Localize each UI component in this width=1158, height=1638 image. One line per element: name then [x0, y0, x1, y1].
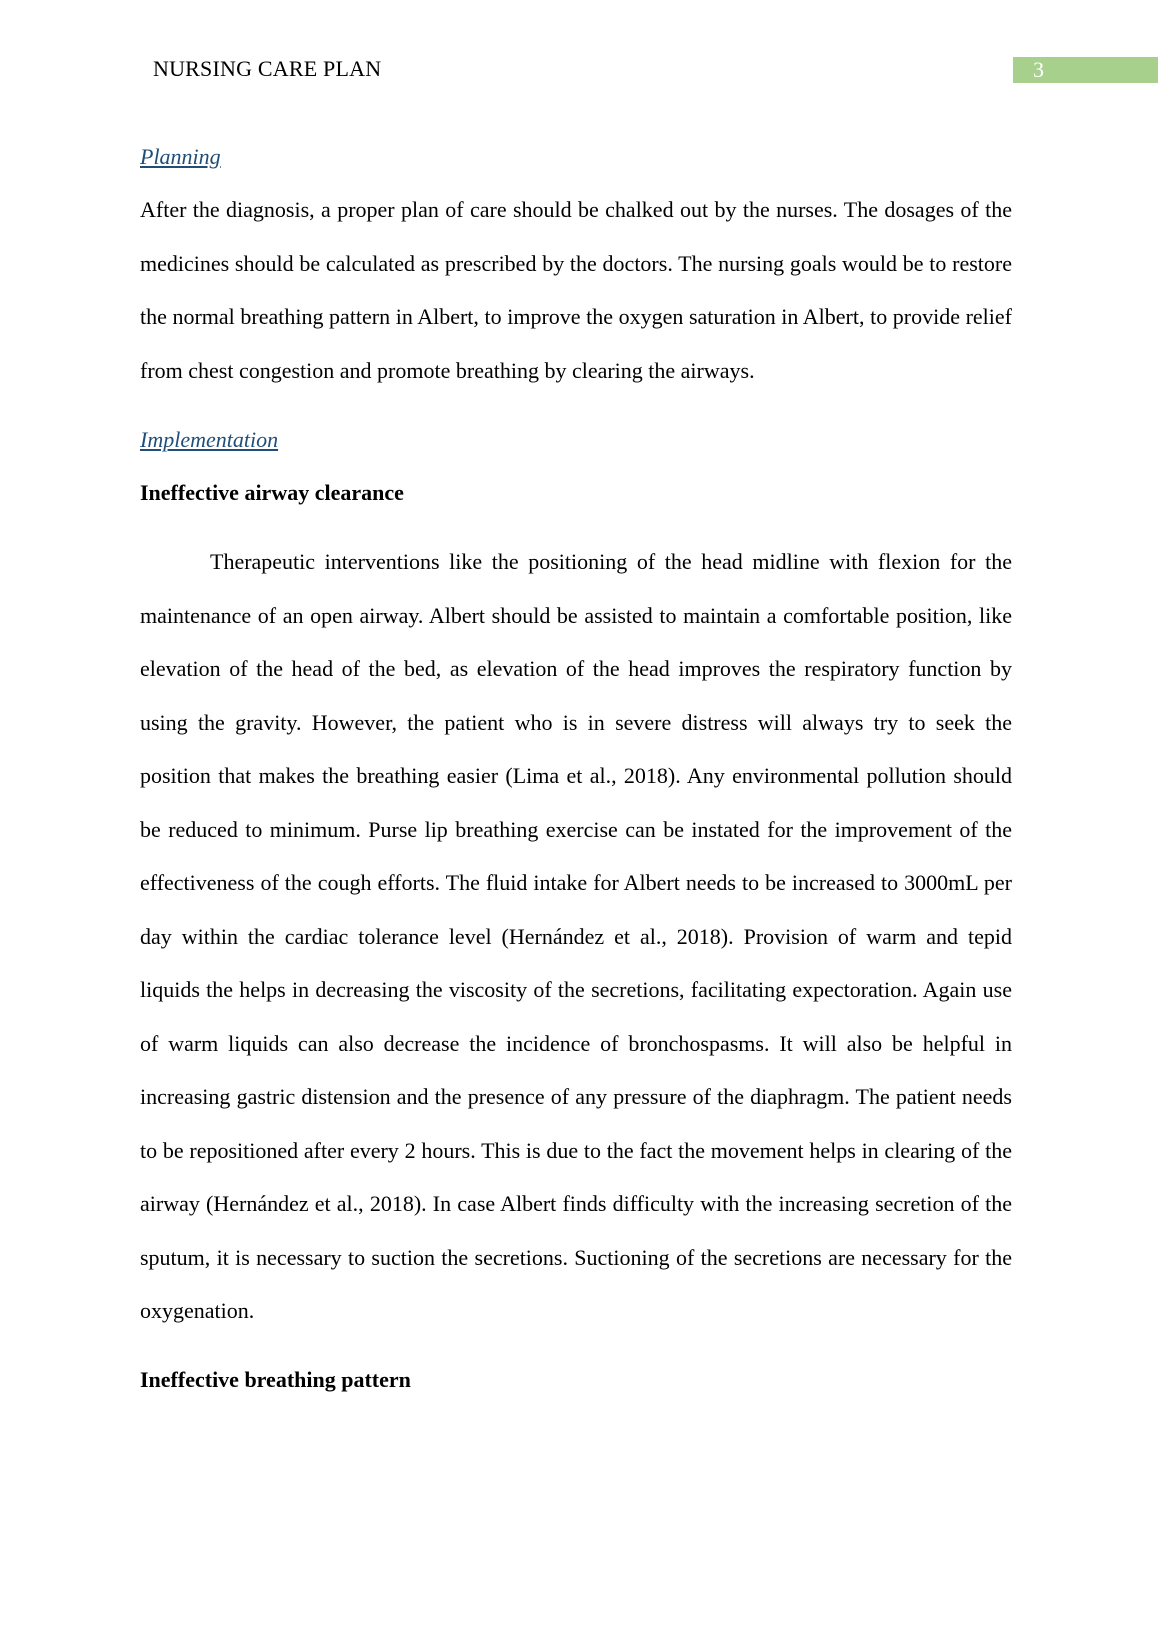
spacer — [140, 1338, 1012, 1353]
running-head: NURSING CARE PLAN — [153, 56, 382, 81]
page-number-box — [1013, 57, 1158, 83]
airway-clearance-heading: Ineffective airway clearance — [140, 480, 404, 505]
planning-heading: Planning — [140, 144, 221, 169]
spacer — [140, 397, 1012, 413]
spacer — [140, 519, 1012, 535]
implementation-heading: Implementation — [140, 427, 279, 452]
breathing-pattern-heading: Ineffective breathing pattern — [140, 1366, 411, 1392]
planning-paragraph: After the diagnosis, a proper plan of care should be chalked out by the nurses. The dosages of the medicines should be calculated as prescribed by the doctors. The nursing goals would be to restore the normal breathing pattern in Albert, to improve the oxygen saturation in Albert, to provide relief from chest congestion and promote breathing by clearing the airways. — [140, 197, 1012, 383]
page-number: 3 — [1033, 57, 1044, 82]
document-body — [140, 130, 1012, 1406]
airway-clearance-paragraph: Therapeutic interventions like the positioning of the head midline with flexion for the maintenance of an open airway. Albert should be assisted to maintain a comfortable position, like elevation of the head of the bed, as elevation of the head improves the respiratory function by using the gravity. However, the patient who is in severe distress will always try to seek the position that makes the breathing easier (Lima et al., 2018). Any environmental pollution should be reduced to minimum. Purse lip breathing exercise can be instated for the improvement of the effectiveness of the cough efforts. The fluid intake for Albert needs to be increased to 3000mL per day within the cardiac tolerance level (Hernández et al., 2018). Provision of warm and tepid liquids the helps in decreasing the viscosity of the secretions, facilitating expectoration. Again use of warm liquids can also decrease the incidence of bronchospasms. It will also be helpful in increasing gastric distension and the presence of any pressure of the diaphragm. The patient needs to be repositioned after every 2 hours. This is due to the fact the movement helps in clearing of the airway (Hernández et al., 2018). In case Albert finds difficulty with the increasing secretion of the sputum, it is necessary to suction the secretions. Suctioning of the secretions are necessary for the oxygenation. — [140, 549, 1012, 1323]
